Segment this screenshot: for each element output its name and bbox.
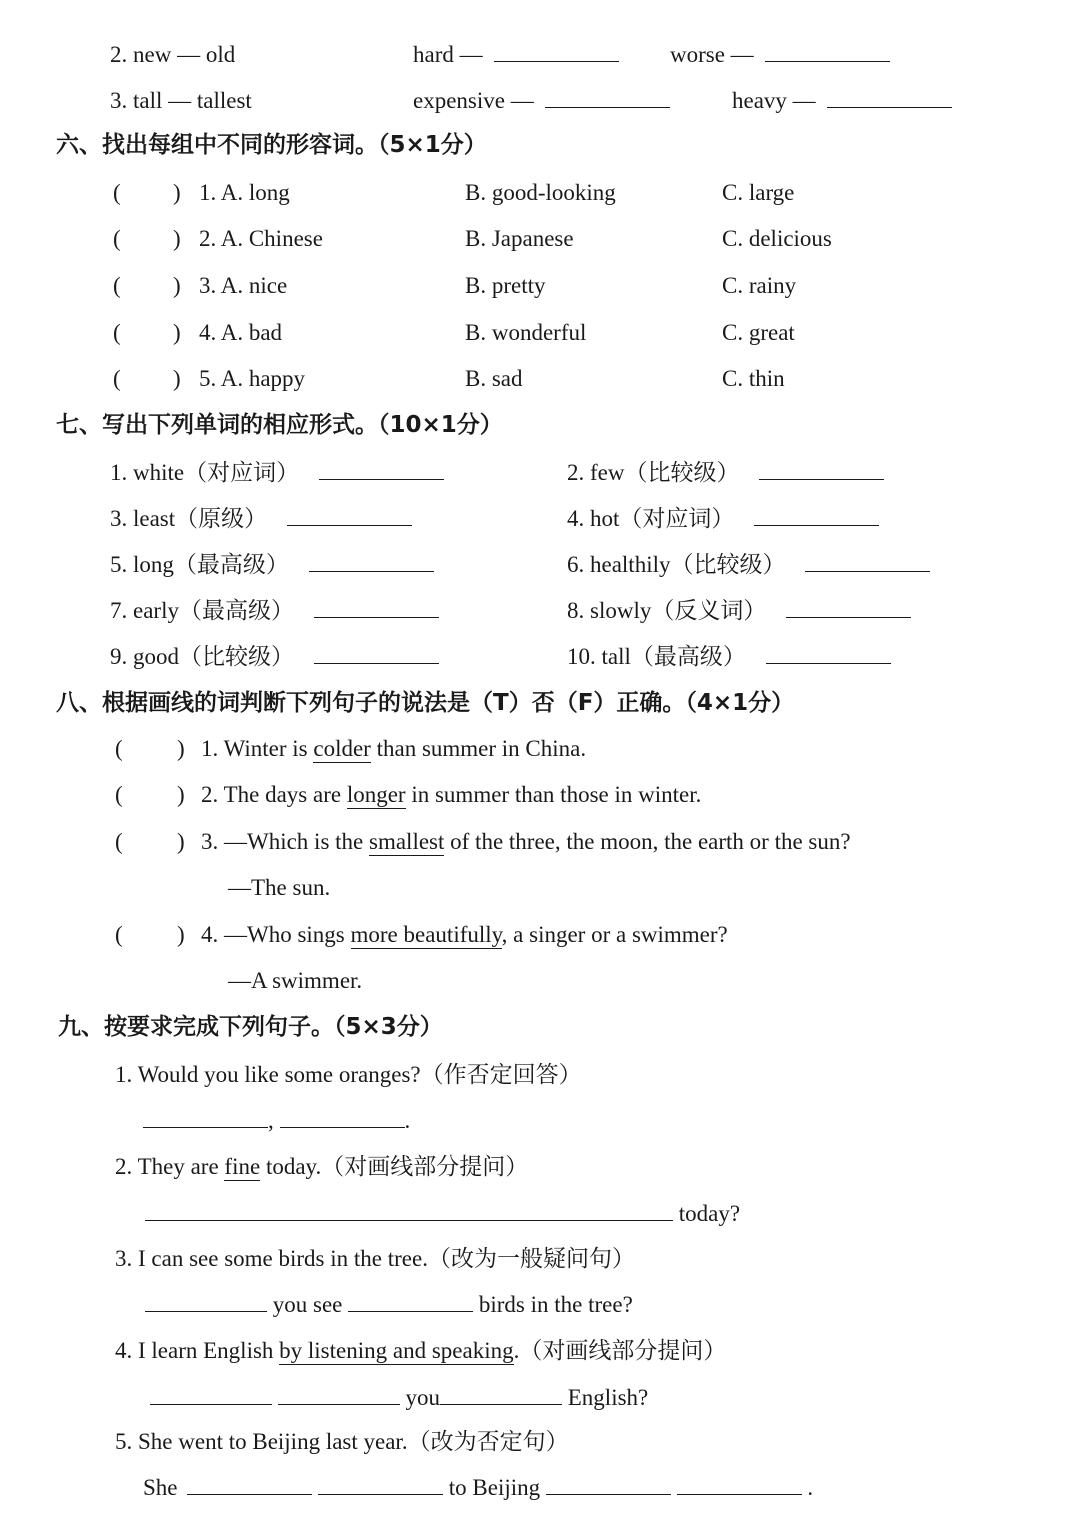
sec6-item-option-c: C. great bbox=[722, 320, 795, 345]
sec6-item-option-a: 4. A. bad bbox=[199, 320, 283, 345]
sec9-q4-text bbox=[115, 1336, 726, 1366]
sec7-item bbox=[567, 642, 891, 672]
answer-blank[interactable] bbox=[309, 555, 434, 572]
answer-blank[interactable] bbox=[280, 1111, 405, 1128]
underlined-word: by listening and speaking bbox=[279, 1338, 514, 1363]
sec7-item bbox=[110, 596, 439, 626]
sec5-row2-word2 bbox=[413, 40, 619, 70]
answer-blank[interactable] bbox=[546, 1478, 671, 1495]
answer-blank[interactable] bbox=[150, 1388, 272, 1405]
sec7-item-text: 5. long（最高级） bbox=[110, 552, 289, 577]
sec7-item-text: 8. slowly（反义词） bbox=[567, 598, 767, 623]
answer-blank[interactable] bbox=[287, 509, 412, 526]
underlined-word: colder bbox=[313, 736, 371, 761]
answer-blank[interactable] bbox=[440, 1388, 562, 1405]
answer-blank[interactable] bbox=[494, 45, 619, 62]
answer-paren[interactable]: ( bbox=[113, 320, 121, 345]
sec7-item bbox=[110, 642, 439, 672]
sec7-item-text: 7. early（最高级） bbox=[110, 598, 294, 623]
sec8-q-text: than summer in China. bbox=[370, 736, 587, 761]
answer-paren[interactable]: ( bbox=[113, 366, 121, 391]
sec5-row2-word3 bbox=[670, 40, 890, 70]
sec8-q-text: in summer than those in winter. bbox=[405, 782, 702, 807]
sec9-q3-text: 3. I can see some birds in the tree.（改为一般疑问句） bbox=[115, 1246, 635, 1271]
answer-blank[interactable] bbox=[677, 1478, 802, 1495]
sec6-item-5: ( ) 5. A. happy bbox=[113, 364, 305, 394]
sec9-q5-answer-line bbox=[143, 1473, 813, 1503]
section8-title: 八、根据画线的词判断下列句子的说法是（T）否（F）正确。（4×1分） bbox=[56, 690, 795, 716]
sec9-q2-end: today? bbox=[678, 1201, 741, 1226]
sec6-item-3: ( ) 3. A. nice bbox=[113, 271, 287, 301]
answer-paren[interactable]: ( bbox=[115, 829, 123, 854]
comma: , bbox=[268, 1108, 274, 1133]
sec6-item-option-c: C. rainy bbox=[722, 273, 797, 298]
sec7-item-text: 4. hot（对应词） bbox=[567, 506, 735, 531]
sec8-q-text: , a singer or a swimmer? bbox=[501, 922, 728, 947]
answer-blank[interactable] bbox=[765, 45, 890, 62]
sec5-row3-word2 bbox=[413, 86, 670, 116]
sec7-item-text: 9. good（比较级） bbox=[110, 644, 294, 669]
underlined-word: fine bbox=[224, 1154, 261, 1179]
answer-blank[interactable] bbox=[759, 463, 884, 480]
answer-paren[interactable]: ( bbox=[113, 226, 121, 251]
sec9-q4-end: English? bbox=[567, 1385, 649, 1410]
sec9-q1-answer-line bbox=[143, 1106, 410, 1136]
sec6-item-option-c: C. large bbox=[722, 180, 795, 205]
answer-blank[interactable] bbox=[143, 1111, 268, 1128]
sec9-q-text: .（对画线部分提问） bbox=[513, 1338, 727, 1363]
sec8-question-4: ( ) 4. —Who sings more beautifully, a singer or a swimmer? bbox=[115, 920, 728, 950]
sec8-q4-answer: —A swimmer. bbox=[228, 968, 363, 993]
answer-paren[interactable]: ( bbox=[113, 180, 121, 205]
sec9-q4-mid: you bbox=[405, 1385, 440, 1410]
period: . bbox=[807, 1475, 814, 1500]
sec7-item bbox=[567, 458, 884, 488]
sec6-item-option-b: B. Japanese bbox=[465, 226, 574, 251]
sec6-item-option-c: C. delicious bbox=[722, 226, 832, 251]
sec6-item-option-b: B. sad bbox=[465, 366, 523, 391]
sec9-q4-answer-line bbox=[150, 1383, 648, 1413]
sec6-item-option-c: C. thin bbox=[722, 366, 785, 391]
sec7-item-text: 10. tall（最高级） bbox=[567, 644, 746, 669]
answer-blank[interactable] bbox=[187, 1478, 312, 1495]
answer-blank[interactable] bbox=[786, 601, 911, 618]
sec6-item-option-a: 2. A. Chinese bbox=[199, 226, 323, 251]
answer-blank[interactable] bbox=[319, 463, 444, 480]
sec8-q-text: 3. —Which is the bbox=[201, 829, 369, 854]
sec8-q-text: of the three, the moon, the earth or the sun? bbox=[444, 829, 851, 854]
answer-blank[interactable] bbox=[754, 509, 879, 526]
answer-blank[interactable] bbox=[278, 1388, 400, 1405]
sec8-q-text: 2. The days are bbox=[201, 782, 347, 807]
sec9-q-text: 4. I learn English bbox=[115, 1338, 280, 1363]
sec7-item bbox=[110, 504, 412, 534]
sec8-question-2: ( ) 2. The days are longer in summer than those in winter. bbox=[115, 780, 701, 810]
sec6-item-2: ( ) 2. A. Chinese bbox=[113, 224, 323, 254]
answer-blank[interactable] bbox=[314, 601, 439, 618]
answer-paren[interactable]: ( bbox=[115, 922, 123, 947]
sec9-q5-text: 5. She went to Beijing last year.（改为否定句） bbox=[115, 1429, 569, 1454]
sec6-item-option-a: 1. A. long bbox=[199, 180, 290, 205]
sec9-q5-start: She bbox=[143, 1475, 178, 1500]
sec9-q-text: today.（对画线部分提问） bbox=[260, 1154, 529, 1179]
sec9-q5-mid: to Beijing bbox=[448, 1475, 541, 1500]
sec7-item bbox=[567, 504, 879, 534]
sec9-q1-text: 1. Would you like some oranges?（作否定回答） bbox=[115, 1062, 582, 1087]
sec5-row2-word3-text: worse — bbox=[670, 42, 754, 67]
sec6-item-option-b: B. pretty bbox=[465, 273, 546, 298]
sec9-q3-end: birds in the tree? bbox=[478, 1292, 633, 1317]
answer-blank[interactable] bbox=[145, 1204, 673, 1221]
answer-paren[interactable]: ( bbox=[113, 273, 121, 298]
answer-blank[interactable] bbox=[805, 555, 930, 572]
sec5-row3-word3 bbox=[732, 86, 952, 116]
section6-title: 六、找出每组中不同的形容词。（5×1分） bbox=[56, 132, 487, 158]
sec7-item bbox=[110, 550, 434, 580]
sec7-item bbox=[110, 458, 444, 488]
underlined-word: longer bbox=[346, 782, 406, 807]
sec6-item-4: ( ) 4. A. bad bbox=[113, 318, 282, 348]
sec9-q2-answer-line bbox=[145, 1199, 740, 1229]
sec8-question-1: ( ) 1. Winter is colder than summer in China. bbox=[115, 734, 586, 764]
sec6-item-option-a: 3. A. nice bbox=[199, 273, 288, 298]
answer-paren[interactable]: ( bbox=[115, 782, 123, 807]
sec7-item-text: 2. few（比较级） bbox=[567, 460, 740, 485]
period: . bbox=[404, 1108, 411, 1133]
sec5-row3-word3-text: heavy — bbox=[732, 88, 816, 113]
answer-blank[interactable] bbox=[766, 647, 891, 664]
sec6-item-1: ( ) 1. A. long bbox=[113, 178, 290, 208]
answer-paren[interactable]: ( bbox=[115, 736, 123, 761]
sec8-q-text: 4. —Who sings bbox=[201, 922, 351, 947]
sec9-q3-mid: you see bbox=[272, 1292, 343, 1317]
sec9-q3-answer-line bbox=[145, 1290, 633, 1320]
underlined-word: more beautifully bbox=[350, 922, 502, 947]
sec8-q3-answer: —The sun. bbox=[228, 875, 331, 900]
sec6-item-option-a: 5. A. happy bbox=[199, 366, 306, 391]
sec5-row2-word2-text: hard — bbox=[413, 42, 483, 67]
sec8-question-3: ( ) 3. —Which is the smallest of the three, the moon, the earth or the sun? bbox=[115, 827, 851, 857]
answer-blank[interactable] bbox=[318, 1478, 443, 1495]
answer-blank[interactable] bbox=[348, 1295, 473, 1312]
sec7-item bbox=[567, 550, 930, 580]
sec9-q-text: 2. They are bbox=[115, 1154, 225, 1179]
sec6-item-option-b: B. wonderful bbox=[465, 320, 587, 345]
sec7-item-text: 6. healthily（比较级） bbox=[567, 552, 786, 577]
sec7-item-text: 1. white（对应词） bbox=[110, 460, 300, 485]
sec5-row3-word2-text: expensive — bbox=[413, 88, 534, 113]
answer-blank[interactable] bbox=[827, 91, 952, 108]
sec9-q2-text bbox=[115, 1152, 528, 1182]
answer-blank[interactable] bbox=[145, 1295, 267, 1312]
sec5-row3-pair: 3. tall — tallest bbox=[110, 88, 252, 113]
section7-title: 七、写出下列单词的相应形式。（10×1分） bbox=[56, 412, 503, 438]
sec6-item-option-b: B. good-looking bbox=[465, 180, 616, 205]
sec7-item-text: 3. least（原级） bbox=[110, 506, 268, 531]
underlined-word: smallest bbox=[369, 829, 445, 854]
section9-title: 九、按要求完成下列句子。（5×3分） bbox=[58, 1014, 443, 1040]
answer-blank[interactable] bbox=[545, 91, 670, 108]
answer-blank[interactable] bbox=[314, 647, 439, 664]
sec5-row2-pair: 2. new — old bbox=[110, 42, 236, 67]
sec7-item bbox=[567, 596, 911, 626]
sec8-q-text: 1. Winter is bbox=[201, 736, 314, 761]
